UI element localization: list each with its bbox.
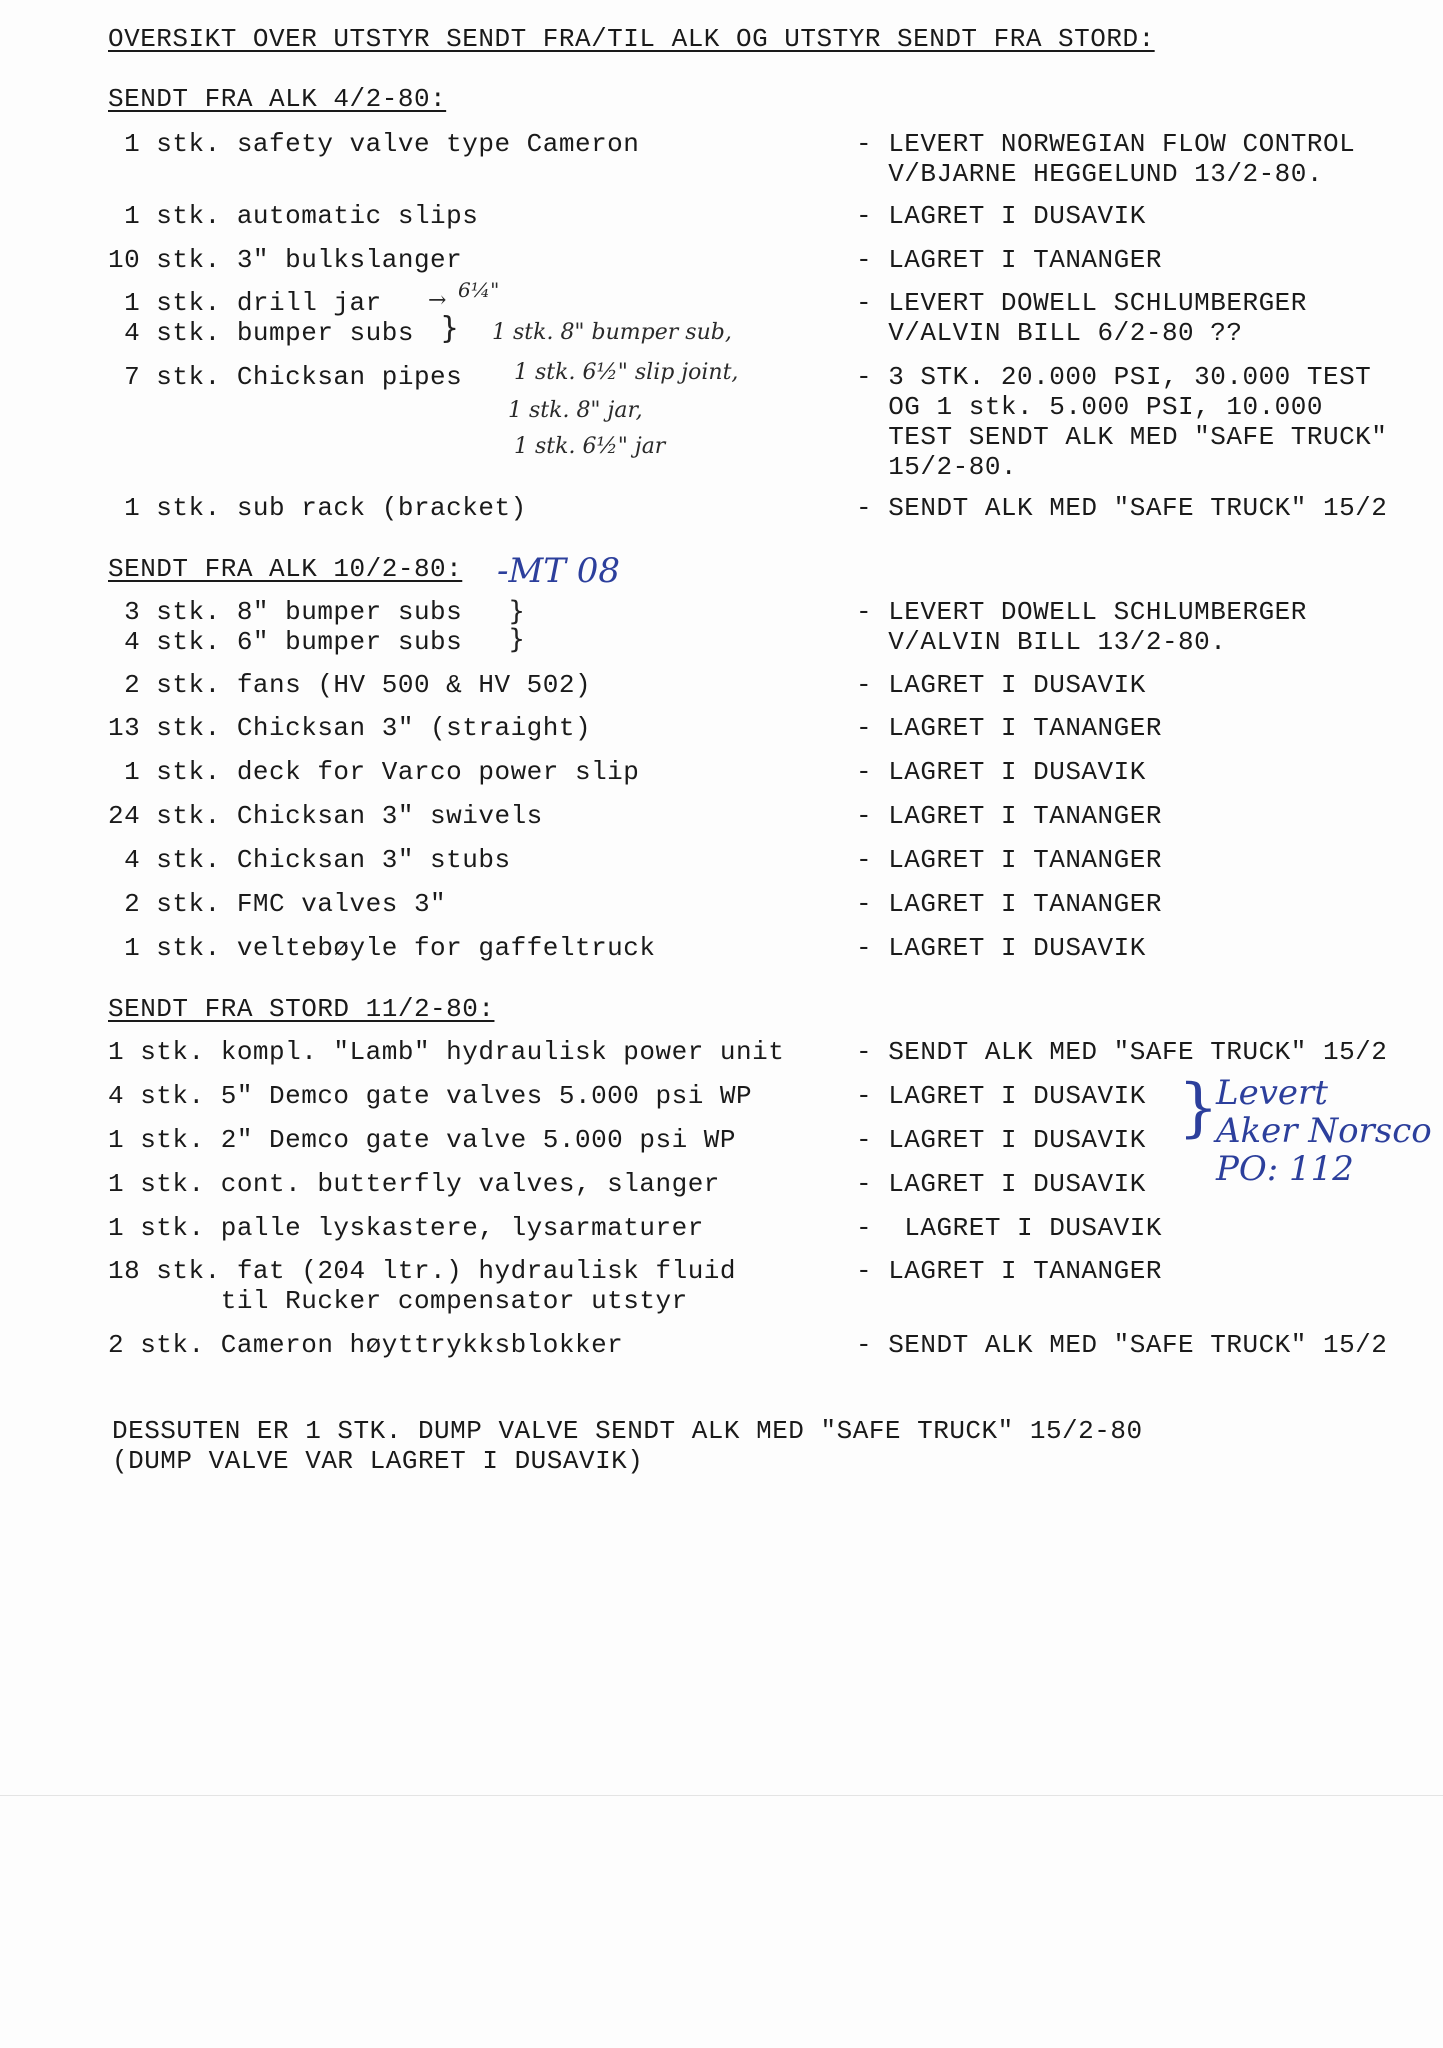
- status-text: - LEVERT NORWEGIAN FLOW CONTROL V/BJARNE HEGGELUND 13/2-80.: [856, 129, 1356, 189]
- status-text: - LAGRET I DUSAVIK: [856, 670, 1146, 700]
- section-heading-2: SENDT FRA ALK 10/2-80:: [108, 554, 463, 584]
- item-text: 2 stk. fans (HV 500 & HV 502): [108, 670, 592, 700]
- item-text: 13 stk. Chicksan 3" (straight): [108, 713, 592, 743]
- typed-brace: }: [508, 624, 526, 655]
- status-text: - LAGRET I TANANGER: [856, 1256, 1162, 1286]
- item-text: 1 stk. veltebøyle for gaffeltruck: [108, 933, 656, 963]
- status-text: - 3 STK. 20.000 PSI, 30.000 TEST OG 1 stk. 5.000 PSI, 10.000 TEST SENDT ALK MED "SAFE TRUCK" 15/2-80.: [856, 362, 1388, 482]
- item-text: 3 stk. 8" bumper subs 4 stk. 6" bumper subs: [124, 597, 463, 657]
- status-text: - LEVERT DOWELL SCHLUMBERGER V/ALVIN BILL 13/2-80.: [856, 597, 1307, 657]
- status-text: - LAGRET I DUSAVIK: [856, 757, 1146, 787]
- item-text: 1 stk. safety valve type Cameron: [108, 129, 640, 159]
- section-heading-1: SENDT FRA ALK 4/2-80:: [108, 84, 447, 114]
- handwritten-brace: }: [1178, 1071, 1219, 1145]
- item-text: 24 stk. Chicksan 3" swivels: [108, 801, 543, 831]
- status-text: - LAGRET I DUSAVIK: [856, 933, 1146, 963]
- item-text: 1 stk. 2" Demco gate valve 5.000 psi WP: [108, 1125, 736, 1155]
- status-text: - LAGRET I DUSAVIK: [856, 1213, 1162, 1243]
- item-text: 1 stk. automatic slips: [108, 201, 479, 231]
- typed-brace: }: [508, 596, 526, 627]
- handwritten-line: 1 stk. 8" bumper sub,: [492, 320, 732, 345]
- item-text: 1 stk. cont. butterfly valves, slanger: [108, 1169, 720, 1199]
- handwritten-line: 1 stk. 6½" jar: [514, 434, 666, 459]
- handwritten-size-note: 6¼": [458, 278, 500, 302]
- item-text: 4 stk. 5" Demco gate valves 5.000 psi WP: [108, 1081, 753, 1111]
- status-text: - SENDT ALK MED "SAFE TRUCK" 15/2: [856, 1037, 1388, 1067]
- handwritten-levert-note: Levert Aker Norsco PO: 112: [1216, 1073, 1432, 1189]
- status-text: - LAGRET I TANANGER: [856, 801, 1162, 831]
- page-fold-line: [0, 1795, 1443, 1796]
- status-text: - SENDT ALK MED "SAFE TRUCK" 15/2: [856, 1330, 1388, 1360]
- item-text: 1 stk. palle lyskastere, lysarmaturer: [108, 1213, 704, 1243]
- section-heading-3: SENDT FRA STORD 11/2-80:: [108, 994, 495, 1024]
- status-text: - LAGRET I TANANGER: [856, 845, 1162, 875]
- status-text: - SENDT ALK MED "SAFE TRUCK" 15/2: [856, 493, 1388, 523]
- status-text: - LAGRET I DUSAVIK: [856, 201, 1146, 231]
- item-text: 1 stk. sub rack (bracket): [108, 493, 527, 523]
- item-text: 2 stk. Cameron høyttrykksblokker: [108, 1330, 624, 1360]
- item-text: 18 stk. fat (204 ltr.) hydraulisk fluid til Rucker compensator utstyr: [108, 1256, 736, 1316]
- handwritten-line: 1 stk. 6½" slip joint,: [514, 360, 739, 385]
- item-text: 1 stk. deck for Varco power slip: [108, 757, 640, 787]
- status-text: - LAGRET I DUSAVIK: [856, 1125, 1146, 1155]
- handwritten-brace: }: [440, 311, 460, 346]
- status-text: - LAGRET I TANANGER: [856, 245, 1162, 275]
- item-text: 10 stk. 3" bulkslanger: [108, 245, 463, 275]
- item-text: 2 stk. FMC valves 3": [108, 889, 447, 919]
- status-text: - LAGRET I TANANGER: [856, 889, 1162, 919]
- item-text: 1 stk. drill jar 4 stk. bumper subs: [124, 288, 414, 348]
- status-text: - LAGRET I TANANGER: [856, 713, 1162, 743]
- item-text: 4 stk. Chicksan 3" stubs: [108, 845, 511, 875]
- handwritten-line: 1 stk. 8" jar,: [508, 398, 643, 423]
- status-text: - LAGRET I DUSAVIK: [856, 1081, 1146, 1111]
- item-text: 1 stk. kompl. "Lamb" hydraulisk power unit: [108, 1037, 785, 1067]
- footer-note: DESSUTEN ER 1 STK. DUMP VALVE SENDT ALK MED "SAFE TRUCK" 15/2-80 (DUMP VALVE VAR LAGRET I DUSAVIK): [112, 1416, 1143, 1476]
- status-text: - LEVERT DOWELL SCHLUMBERGER V/ALVIN BILL 6/2-80 ??: [856, 288, 1307, 348]
- item-text: 7 stk. Chicksan pipes: [108, 362, 463, 392]
- handwritten-mt-note: -MT 08: [497, 551, 621, 591]
- page-title: OVERSIKT OVER UTSTYR SENDT FRA/TIL ALK OG UTSTYR SENDT FRA STORD:: [108, 24, 1155, 54]
- status-text: - LAGRET I DUSAVIK: [856, 1169, 1146, 1199]
- handwritten-arrow: →: [428, 288, 447, 313]
